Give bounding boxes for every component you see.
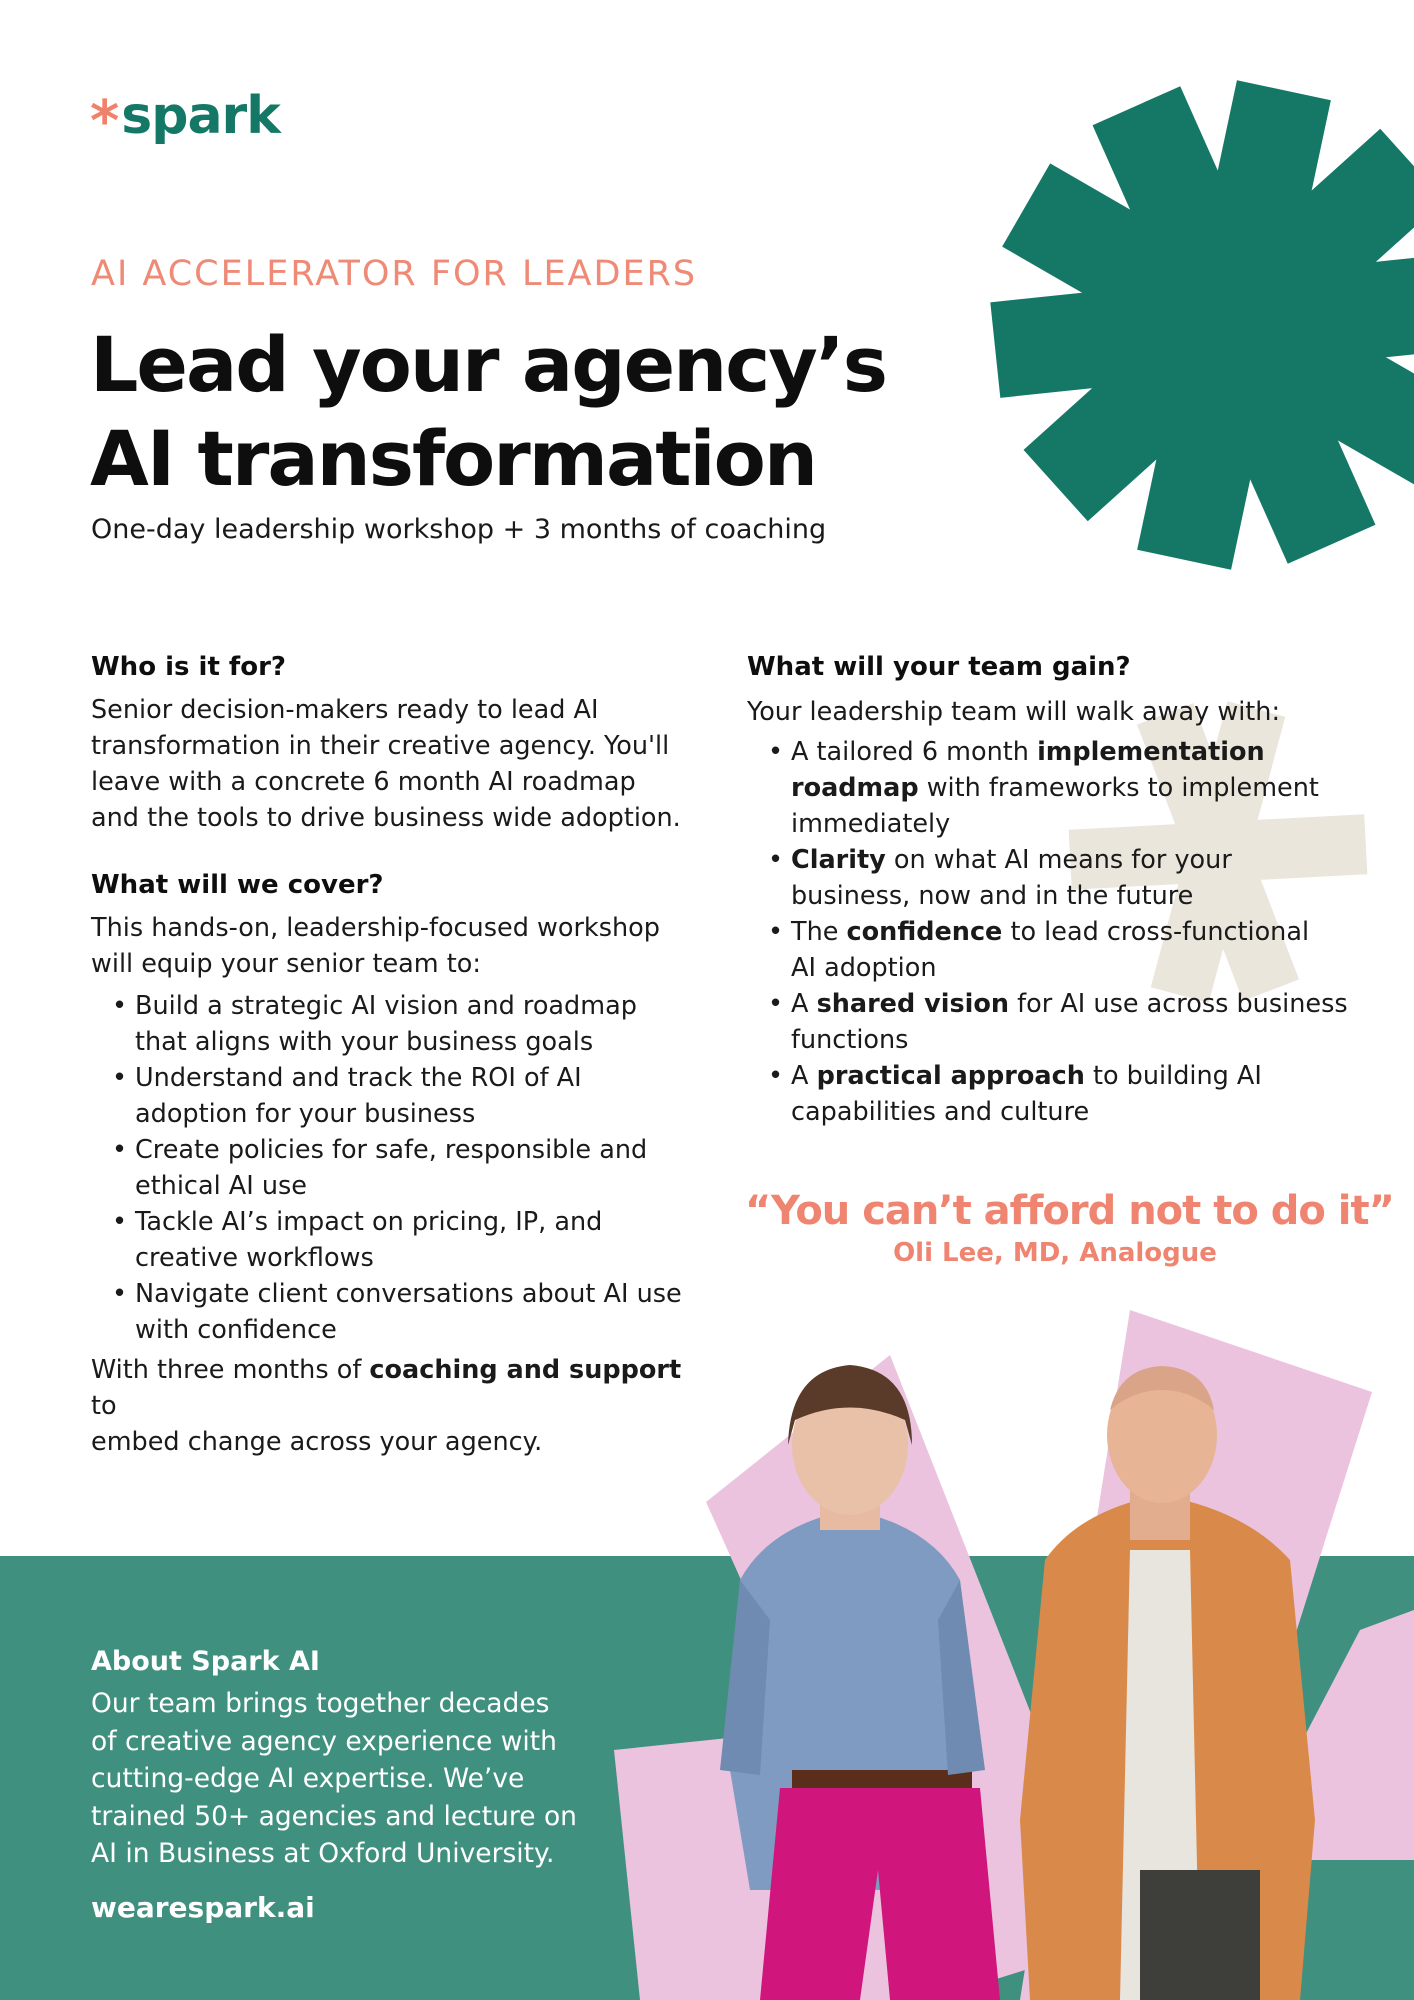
about-section	[91, 1646, 631, 1924]
team-photo	[700, 1350, 1360, 2000]
left-column	[91, 652, 711, 1460]
list-item: • Build a strategic AI vision and roadmap that aligns with your business goals	[91, 988, 711, 1060]
cover-closing: With three months of coaching and support to embed change across your agency.	[91, 1355, 682, 1457]
website-link[interactable]: wearespark.ai	[91, 1890, 315, 1924]
spark-logo	[90, 86, 280, 154]
list-item: • A practical approach to building AI capabilities and culture	[747, 1058, 1367, 1130]
right-column	[747, 652, 1367, 1130]
headline-line-1: Lead your agency’s	[90, 320, 886, 409]
eyebrow-label: AI ACCELERATOR FOR LEADERS	[91, 254, 698, 294]
testimonial-quote: “You can’t afford not to do it”	[745, 1188, 1394, 1234]
logo-wordmark: spark	[121, 86, 280, 146]
list-item: • A shared vision for AI use across business functions	[747, 986, 1367, 1058]
gain-intro: Your leadership team will walk away with:	[747, 697, 1281, 727]
cover-heading: What will we cover?	[91, 870, 384, 900]
testimonial-attribution: Oli Lee, MD, Analogue	[893, 1238, 1217, 1268]
page-title	[90, 318, 886, 506]
man-figure	[1020, 1366, 1315, 2000]
list-item: • Understand and track the ROI of AI adoption for your business	[91, 1060, 711, 1132]
testimonial	[745, 1186, 1394, 1270]
about-heading: About Spark AI	[91, 1646, 320, 1677]
list-item: • A tailored 6 month implementation roadmap with frameworks to implement immediately	[747, 734, 1367, 842]
cover-intro: This hands-on, leadership-focused workshop will equip your senior team to:	[91, 913, 660, 979]
gain-list	[747, 734, 1367, 1130]
gain-heading: What will your team gain?	[747, 652, 1131, 682]
who-heading: Who is it for?	[91, 652, 287, 682]
list-item: • The confidence to lead cross-functional AI adoption	[747, 914, 1367, 986]
list-item: • Create policies for safe, responsible and ethical AI use	[91, 1132, 711, 1204]
woman-figure	[720, 1365, 1000, 2000]
about-body: Our team brings together decades of creative agency experience with cutting-edge AI expertise. We’ve trained 50+ agencies and lecture on AI in Business at Oxford University.	[91, 1688, 577, 1869]
list-item: • Navigate client conversations about AI use with confidence	[91, 1276, 711, 1348]
subtitle: One-day leadership workshop + 3 months of coaching	[91, 514, 827, 545]
list-item: • Tackle AI’s impact on pricing, IP, and creative workflows	[91, 1204, 711, 1276]
cover-list	[91, 988, 711, 1348]
list-item: • Clarity on what AI means for your business, now and in the future	[747, 842, 1367, 914]
headline-line-2: AI transformation	[90, 414, 816, 503]
asterisk-icon: *	[90, 89, 120, 154]
who-body: Senior decision-makers ready to lead AI transformation in their creative agency. You'll leave with a concrete 6 month AI roadmap and the tools to drive business wide adoption.	[91, 695, 681, 833]
